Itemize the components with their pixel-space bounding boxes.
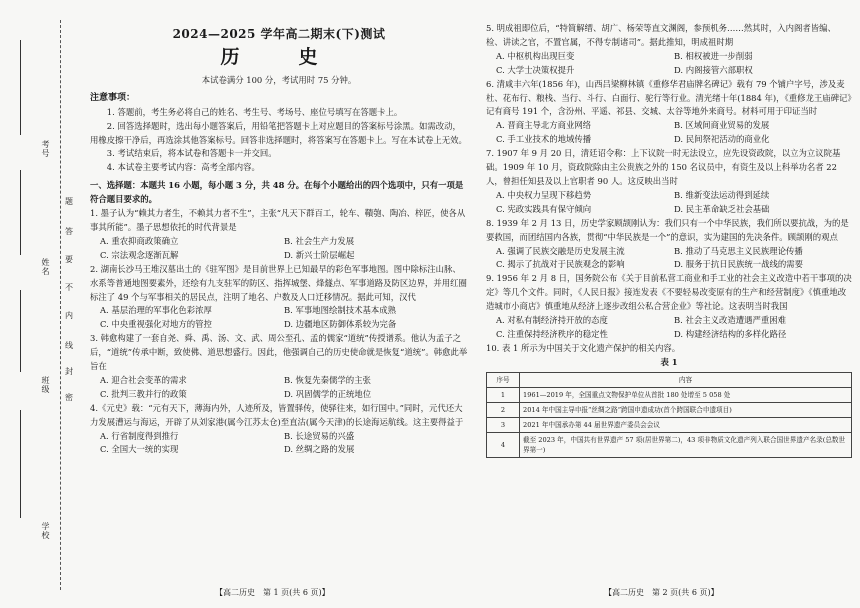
school-label: 学校 [41,522,50,540]
section-heading: 一、选择题：本题共 16 小题，每小题 3 分，共 48 分。在每个小题给出的四个选项中，只有一项是符合题目要求的。 [90,180,464,205]
answer-option: C. 中央重视强化对地方的管控 [100,319,212,330]
answer-option: B. 相权被进一步削弱 [674,50,753,61]
table-row [487,387,852,402]
table-row [487,402,852,417]
answer-option: B. 推动了马克思主义民族理论传播 [674,245,803,256]
question [486,272,852,342]
note-item: 3. 考试结束后，将本试卷和答题卡一并交回。 [106,148,277,159]
question [90,207,468,263]
question [486,217,852,273]
note-item: 1. 答题前，考生务必将自己的姓名、考生号、考场号、座位号填写在答题卡上。 [106,106,403,117]
seal-char: 内 [65,311,73,320]
question [90,332,468,402]
exam-number-label: 考号 [41,140,50,158]
question [486,78,852,148]
answer-option: B. 长途贸易的兴盛 [284,430,355,441]
answer-option: C. 注重保持经济秩序的稳定性 [496,328,608,339]
seal-char: 答 [65,227,73,236]
class-line [20,290,21,372]
answer-option: C. 全国大一统的实现 [100,444,179,455]
answer-option: B. 区域间商业贸易的发展 [674,120,770,131]
class-label: 班级 [41,376,50,394]
seal-char: 不 [65,283,73,292]
note-item: 4. 本试卷主要考试内容：高考全部内容。 [106,162,260,173]
question-stem: 1. 墨子认为“赖其力者生，不赖其力者不生”，主张“凡天下群百工，轮车、鞼匏、陶冶、梓匠，使各从事其所能”。墨子思想依托的时代背景是 [90,208,466,232]
answer-option: C. 手工业技术的地域传播 [496,134,592,145]
question [90,263,468,333]
answer-option: C. 宪政实践具有保守倾向 [496,203,592,214]
question-stem: 8. 1939 年 2 月 13 日，历史学家顾颉刚认为：我们只有一个中华民族，我们所以要抗战，为的是要救国，而团结国内各族，贯彻“中华民族是一个”的意识，实为建国的先决条件。顾颉刚的观点 [486,217,849,242]
table-cell: 截至 2023 年，中国共有世界遗产 57 项(居世界第二)，43 项非物质文化遗产列入联合国世界遗产名录(总数世界第一) [520,432,852,457]
question-stem: 4.《元史》载：“元有天下，薄海内外，人迹所及，皆置驿传，使驿往来，如行国中。”同时，元代还大力发展漕运与海运，开辟了从刘家港(属今江苏太仓)至直沽(属今天津)的长途海运航线。这主要得益于 [90,402,464,427]
table-cell: 2021 年中国承办第 44 届世界遗产委员会会议 [520,417,852,432]
answer-option: A. 行省制度得到推行 [100,430,179,441]
answer-option: D. 丝绸之路的发展 [284,444,355,455]
seal-char: 题 [65,197,73,206]
answer-option: D. 新兴士阶层崛起 [284,249,355,260]
seal-char: 密 [65,393,73,402]
answer-option: C. 宗法观念逐渐瓦解 [100,249,179,260]
answer-option: A. 晋商主导北方商业网络 [496,120,592,131]
table-cell: 1961—2019 年，全国重点文物保护单位从首批 180 处增至 5 058 处 [520,387,852,402]
right-column [486,22,852,458]
table-header-row [487,372,852,387]
school-line [20,410,21,518]
answer-option: D. 巩固儒学的正统地位 [284,388,372,399]
answer-option: B. 社会主义改造遭遇严重困难 [674,315,786,326]
table-cell: 2014 年中国主导申报“丝绸之路”跨国申遗成功(首个跨国联合申遗项目) [520,402,852,417]
table-cell: 1 [487,387,520,402]
table-caption: 表 1 [660,356,678,367]
exam-info: 本试卷满分 100 分，考试用时 75 分钟。 [201,74,357,85]
answer-option: C. 批判三教并行的政策 [100,388,187,399]
binding-strip [0,0,80,608]
answer-option: B. 军事地图绘制技术基本成熟 [284,305,396,316]
question-stem: 7. 1907 年 9 月 20 日，清廷诏令称：上下议院一时无法设立，应先设资政院，以立为立议院基础。1909 年 10 月，资政院除由主公贵族之外的 150 名议员中，有资生及以上科举功名者 22 人，曾担任知县及以上官职者 90 人。这反映出当时 [486,148,841,186]
page-footer-right: 【高二历史 第 2 页(共 6 页)】 [604,588,719,597]
question-stem: 6. 清咸丰六年(1856 年)，山西吕梁柳林镇《重修华君庙牌名碑记》载有 79 个铺户字号，涉及麦杜、花布行、粮栈、当行、斗行、白面行、驼行等行业。清光绪十年(1884 年)，《重修龙王庙碑记》记有商号 191 个，含汾州、平遥、祁县、交城、太谷等地外来商号。材料可用于印证当时 [486,78,852,117]
question-stem: 10. 表 1 所示为中国关于文化遗产保护的相关内容。 [486,342,681,353]
binding-dashed-line [60,20,61,590]
table-cell: 2 [487,402,520,417]
question-stem: 3. 韩愈构建了一套自尧、舜、禹、汤、文、武、周公至孔、孟的儒家“道统”传授谱系。他认为孟子之后，“道统”传承中断，致使佛、道思想盛行。因此，他强调自己的历史使命就是恢复“道统”。韩愈此举旨在 [90,333,468,372]
answer-option: D. 内阁接管六部职权 [674,64,753,75]
answer-option: C. 大学士决策权提升 [496,64,575,75]
question [90,402,468,458]
answer-option: D. 民间祭祀活动的商业化 [674,134,770,145]
heritage-table [486,372,852,458]
answer-option: D. 民主革命缺乏社会基础 [674,203,770,214]
page-footer-left: 【高二历史 第 1 页(共 6 页)】 [215,588,330,597]
answer-option: A. 中枢机构出现巨变 [496,50,575,61]
answer-option: B. 恢复先秦儒学的主张 [284,374,371,385]
question-stem: 9. 1956 年 2 月 8 日，国务院公布《关于目前私营工商业和手工业的社会主义改造中若干事项的决定》等几个文件。同时，《人民日报》接连发表《不要轻易改变原有的生产和经营制度》《慎重地改造城市小商店》慎重地从经济上逐步改组公私合营企业》等社论。这表明当时我国 [486,273,852,312]
seal-char: 要 [65,255,73,264]
question-stem: 2. 湖南长沙马王堆汉墓出土的《驻军图》是目前世界上已知最早的彩色军事地图。图中除标注山脉、水系等普通地图要素外，还绘有九支驻军的防区、指挥城堡、烽燧点、军事道路及防区边界，并用红圈标注了 49 个与军事相关的居民点，注明了地名、户数及人口迁移情况。据此可知，汉代 [90,263,467,302]
note-item: 2. 回答选择题时，选出每小题答案后，用铅笔把答题卡上对应题目的答案标号涂黑。如需改动，用橡皮擦干净后，再选涂其他答案标号。回答非选择题时，将答案写在答题卡上。写在本试卷上无效。 [90,120,467,145]
table-cell: 4 [487,432,520,457]
answer-option: C. 揭示了抗战对于民族观念的影响 [496,259,625,270]
exam-title: 2024—2025 学年高二期末(下)测试 [172,27,386,41]
exam-number-line [20,40,21,135]
answer-option: D. 服务于抗日民族统一战线的需要 [674,259,803,270]
table-row [487,417,852,432]
name-label: 姓名 [41,258,50,276]
notes-heading: 注意事项： [90,92,136,103]
answer-option: D. 边疆地区防御体系较为完备 [284,319,397,330]
answer-option: A. 对私有制经济持开放的态度 [496,315,608,326]
question [486,342,852,458]
answer-option: B. 维新变法运动得到延续 [674,189,770,200]
answer-option: A. 基层治理的军事化色彩浓厚 [100,305,212,316]
table-header-cell: 序号 [487,372,520,387]
answer-option: A. 重农抑商政策确立 [100,235,179,246]
table-header-cell: 内容 [520,372,852,387]
subject-title: 历 史 [220,45,338,68]
seal-char: 封 [65,367,73,376]
table-cell: 3 [487,417,520,432]
question [486,147,852,217]
name-line [20,170,21,255]
seal-char: 线 [65,341,73,350]
table-row [487,432,852,457]
answer-option: A. 中央权力呈现下移趋势 [496,189,592,200]
left-column [90,0,468,457]
answer-option: B. 社会生产力发展 [284,235,355,246]
answer-option: A. 迎合社会变革的需求 [100,374,187,385]
answer-option: A. 强调了民族交融是历史发展主流 [496,245,625,256]
question [486,22,852,78]
question-stem: 5. 明成祖即位后，“特简解缙、胡广、杨荣等直文渊阁，参预机务……然其时，入内阁者皆编、检、讲读之官，不置官属，不得专制诸司”。据此推知，明成祖时期 [486,23,836,47]
answer-option: D. 构建经济结构的多样化路径 [674,328,787,339]
